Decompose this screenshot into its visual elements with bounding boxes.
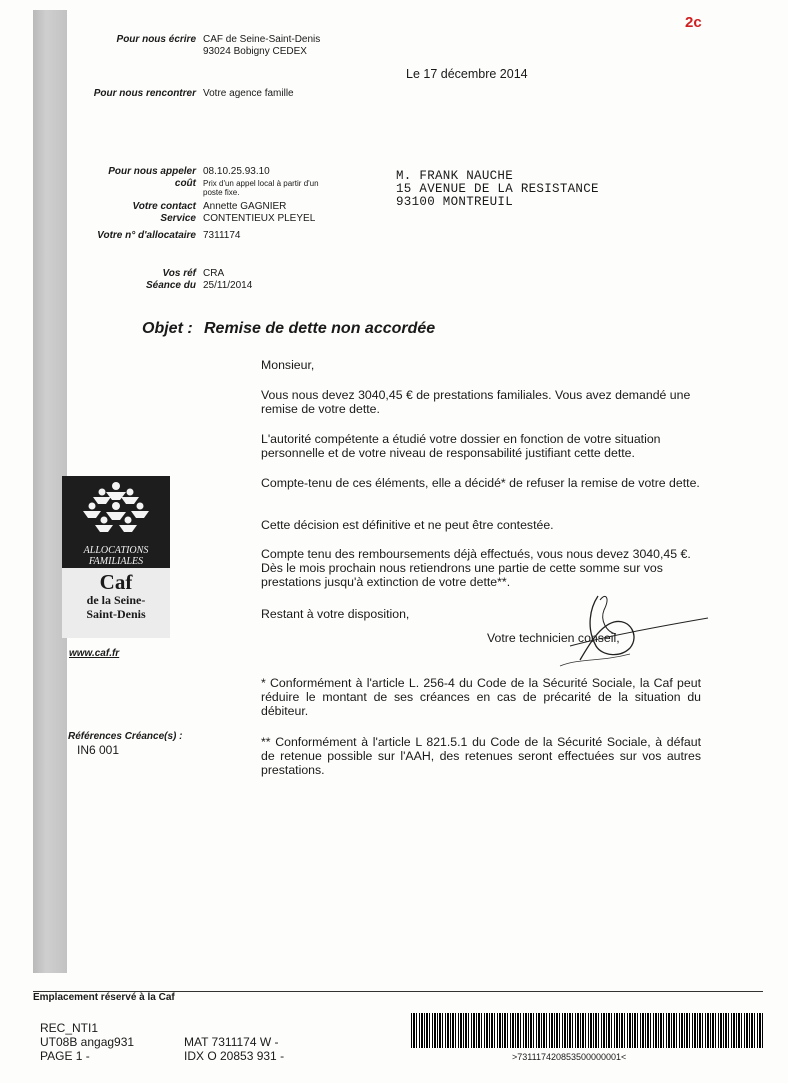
logo-bottom-panel <box>62 568 170 638</box>
paragraph-4: Cette décision est définitive et ne peut être contestée. <box>261 518 554 532</box>
paragraph-3: Compte-tenu de ces éléments, elle a décidé* de refuser la remise de votre dette. <box>261 476 700 490</box>
footnote-1: * Conformément à l'article L. 256-4 du Code de la Sécurité Sociale, la Caf peut réduire le montant de ses créances en cas de précarité de la situation du débiteur. <box>261 676 701 718</box>
logo-sub1: de la Seine- <box>86 593 146 607</box>
allocataire-value: 7311174 <box>203 230 241 241</box>
service-value: CONTENTIEUX PLEYEL <box>203 213 316 224</box>
cout-label: coût <box>174 178 196 189</box>
footer-mat: MAT 7311174 W - <box>184 1035 279 1049</box>
ecrire-label: Pour nous écrire <box>116 34 196 45</box>
contact-label: Votre contact <box>132 201 196 212</box>
footer-codes <box>40 1021 134 1063</box>
cout-line1: Prix d'un appel local à partir d'un <box>203 179 319 188</box>
logo-top-panel <box>62 476 170 568</box>
salutation: Monsieur, <box>261 358 315 372</box>
rencontrer-value: Votre agence famille <box>203 88 294 99</box>
footer-idx: IDX O 20853 931 - <box>184 1049 285 1063</box>
objet-value: Remise de dette non accordée <box>204 320 436 337</box>
logo-line1: ALLOCATIONS <box>83 545 149 556</box>
reserved-label: Emplacement réservé à la Caf <box>33 992 175 1003</box>
footer-code2: UT08B angag931 <box>40 1035 135 1049</box>
families-figures-icon <box>62 476 170 542</box>
logo-caf: Caf <box>99 570 133 594</box>
paragraph-5: Compte tenu des remboursements déjà effectués, vous nous devez 3040,45 €. Dès le mois prochain nous retiendrons une partie de cette somme sur vos prestations jusqu'à extinction de votre dette**. <box>261 547 691 589</box>
barcode-text: >731117420853500000001< <box>512 1052 627 1062</box>
footer-mat-idx <box>184 1035 284 1063</box>
rencontrer-label: Pour nous rencontrer <box>93 88 196 99</box>
website-link[interactable]: www.caf.fr <box>69 648 120 659</box>
footer-code1: REC_NTI1 <box>40 1021 99 1035</box>
barcode <box>411 1013 763 1048</box>
ecrire-line1: CAF de Seine-Saint-Denis <box>203 34 321 45</box>
seance-label: Séance du <box>145 280 196 291</box>
recipient-line3: 93100 MONTREUIL <box>396 195 514 209</box>
letter-date: Le 17 décembre 2014 <box>406 67 528 81</box>
logo-line2: FAMILIALES <box>88 556 144 567</box>
recipient-line2: 15 AVENUE DE LA RESISTANCE <box>396 182 599 196</box>
page-code: 2c <box>685 14 702 31</box>
contact-value: Annette GAGNIER <box>203 201 287 212</box>
references-label: Références Créance(s) : <box>68 731 183 742</box>
objet-label: Objet : <box>142 320 193 337</box>
paragraph-2: L'autorité compétente a étudié votre dossier en fonction de votre situation personnelle et de votre niveau de responsabilité justifiant cette dette. <box>261 432 661 460</box>
signature-line: Votre technicien conseil, <box>487 631 620 645</box>
logo-sub2: Saint-Denis <box>86 607 146 621</box>
allocataire-label: Votre n° d'allocataire <box>97 230 196 241</box>
appeler-value: 08.10.25.93.10 <box>203 166 270 177</box>
ecrire-line2: 93024 Bobigny CEDEX <box>203 46 307 57</box>
recipient-line1: M. FRANK NAUCHE <box>396 169 514 183</box>
caf-logo <box>62 476 170 638</box>
footer-code3: PAGE 1 - <box>40 1049 90 1063</box>
service-label: Service <box>160 213 196 224</box>
paragraph-1: Vous nous devez 3040,45 € de prestations familiales. Vous avez demandé une remise de votre dette. <box>261 388 691 416</box>
ref-label: Vos réf <box>162 268 196 279</box>
footnote-2: ** Conformément à l'article L 821.5.1 du Code de la Sécurité Sociale, à défaut de retenue possible sur l'AAH, des retenues seront effectuées sur vos autres prestations. <box>261 735 701 777</box>
references-value: IN6 001 <box>77 743 120 757</box>
cout-line2: poste fixe. <box>203 188 240 197</box>
appeler-label: Pour nous appeler <box>108 166 196 177</box>
closing: Restant à votre disposition, <box>261 607 410 621</box>
ref-value: CRA <box>203 268 225 279</box>
seance-value: 25/11/2014 <box>203 280 253 291</box>
handwritten-signature <box>540 588 710 668</box>
